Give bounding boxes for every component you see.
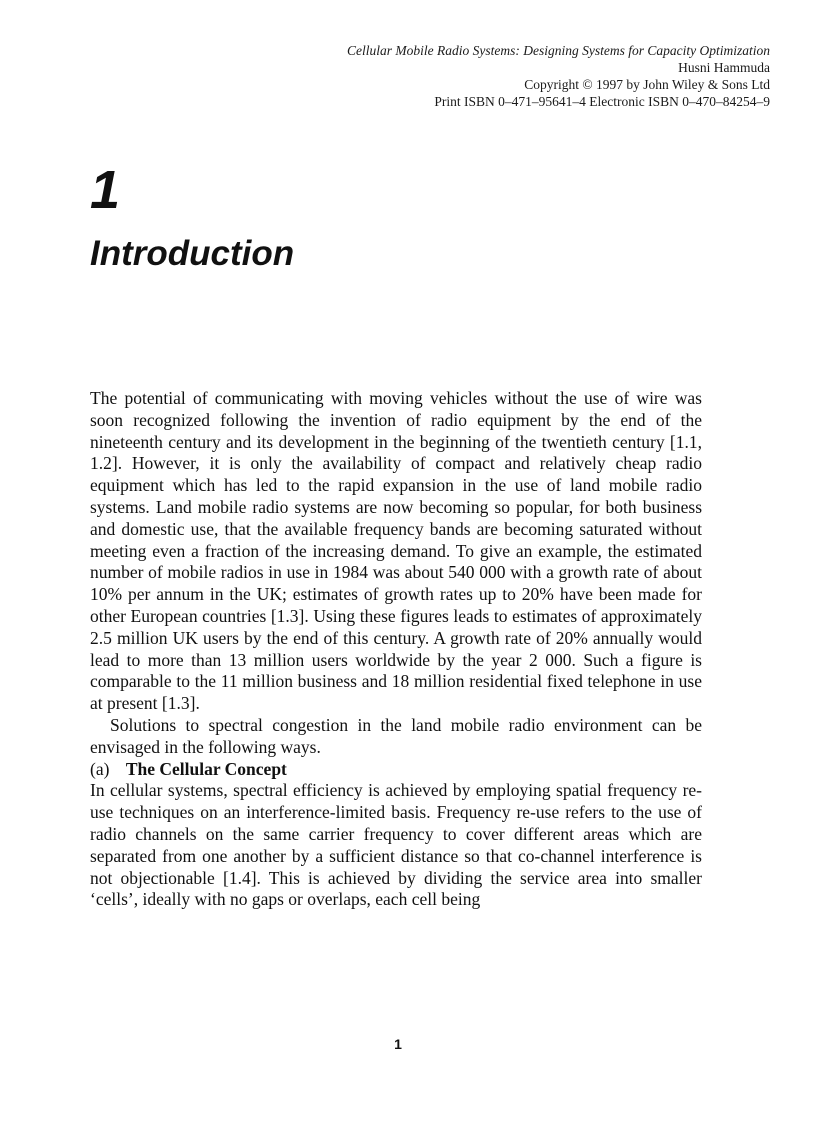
copyright-line: Copyright © 1997 by John Wiley & Sons Ltd <box>524 77 770 92</box>
book-title: Cellular Mobile Radio Systems: Designing Systems for Capacity Optimization <box>347 43 770 58</box>
page-header <box>347 42 770 110</box>
section-label: (a) <box>90 758 110 779</box>
section-paragraph: In cellular systems, spectral efficiency is achieved by employing spatial frequency re-use techniques on an interference-limited basis. Frequency re-use refers to the use of radio channels on the same carrier frequency to cover different areas which are separated from one another by a sufficient distance so that co-channel interference is not objectionable [1.4]. This is achieved by dividing the service area into smaller ‘cells’, ideally with no gaps or overlaps, each cell being <box>90 780 702 910</box>
section-heading <box>90 759 702 781</box>
chapter-number: 1 <box>90 160 121 220</box>
page-number: 1 <box>394 1036 402 1052</box>
isbn-line: Print ISBN 0–471–95641–4 Electronic ISBN 0–470–84254–9 <box>434 94 770 109</box>
author-name: Husni Hammuda <box>678 60 770 75</box>
section-title: The Cellular Concept <box>125 758 287 779</box>
solutions-paragraph: Solutions to spectral congestion in the land mobile radio environment can be envisaged in the following ways. <box>90 714 702 757</box>
chapter-title: Introduction <box>90 234 295 273</box>
chapter-body <box>90 388 702 911</box>
intro-paragraph: The potential of communicating with moving vehicles without the use of wire was soon recognized following the invention of radio equipment by the end of the nineteenth century and its development in the beginning of the twentieth century [1.1, 1.2]. However, it is only the availability of compact and relatively cheap radio equipment which has led to the rapid expansion in the use of land mobile radio systems. Land mobile radio systems are now becoming so popular, for both business and domestic use, that the available frequency bands are becoming saturated without meeting even a fraction of the increasing demand. To give an example, the estimated number of mobile radios in use in 1984 was about 540 000 with a growth rate of about 10% per annum in the UK; estimates of growth rates up to 20% have been made for other European countries [1.3]. Using these figures leads to estimates of approximately 2.5 million UK users by the end of this century. A growth rate of 20% annually would lead to more than 13 million users worldwide by the year 2 000. Such a figure is comparable to the 11 million business and 18 million residential fixed telephone in use at present [1.3]. <box>90 388 702 714</box>
